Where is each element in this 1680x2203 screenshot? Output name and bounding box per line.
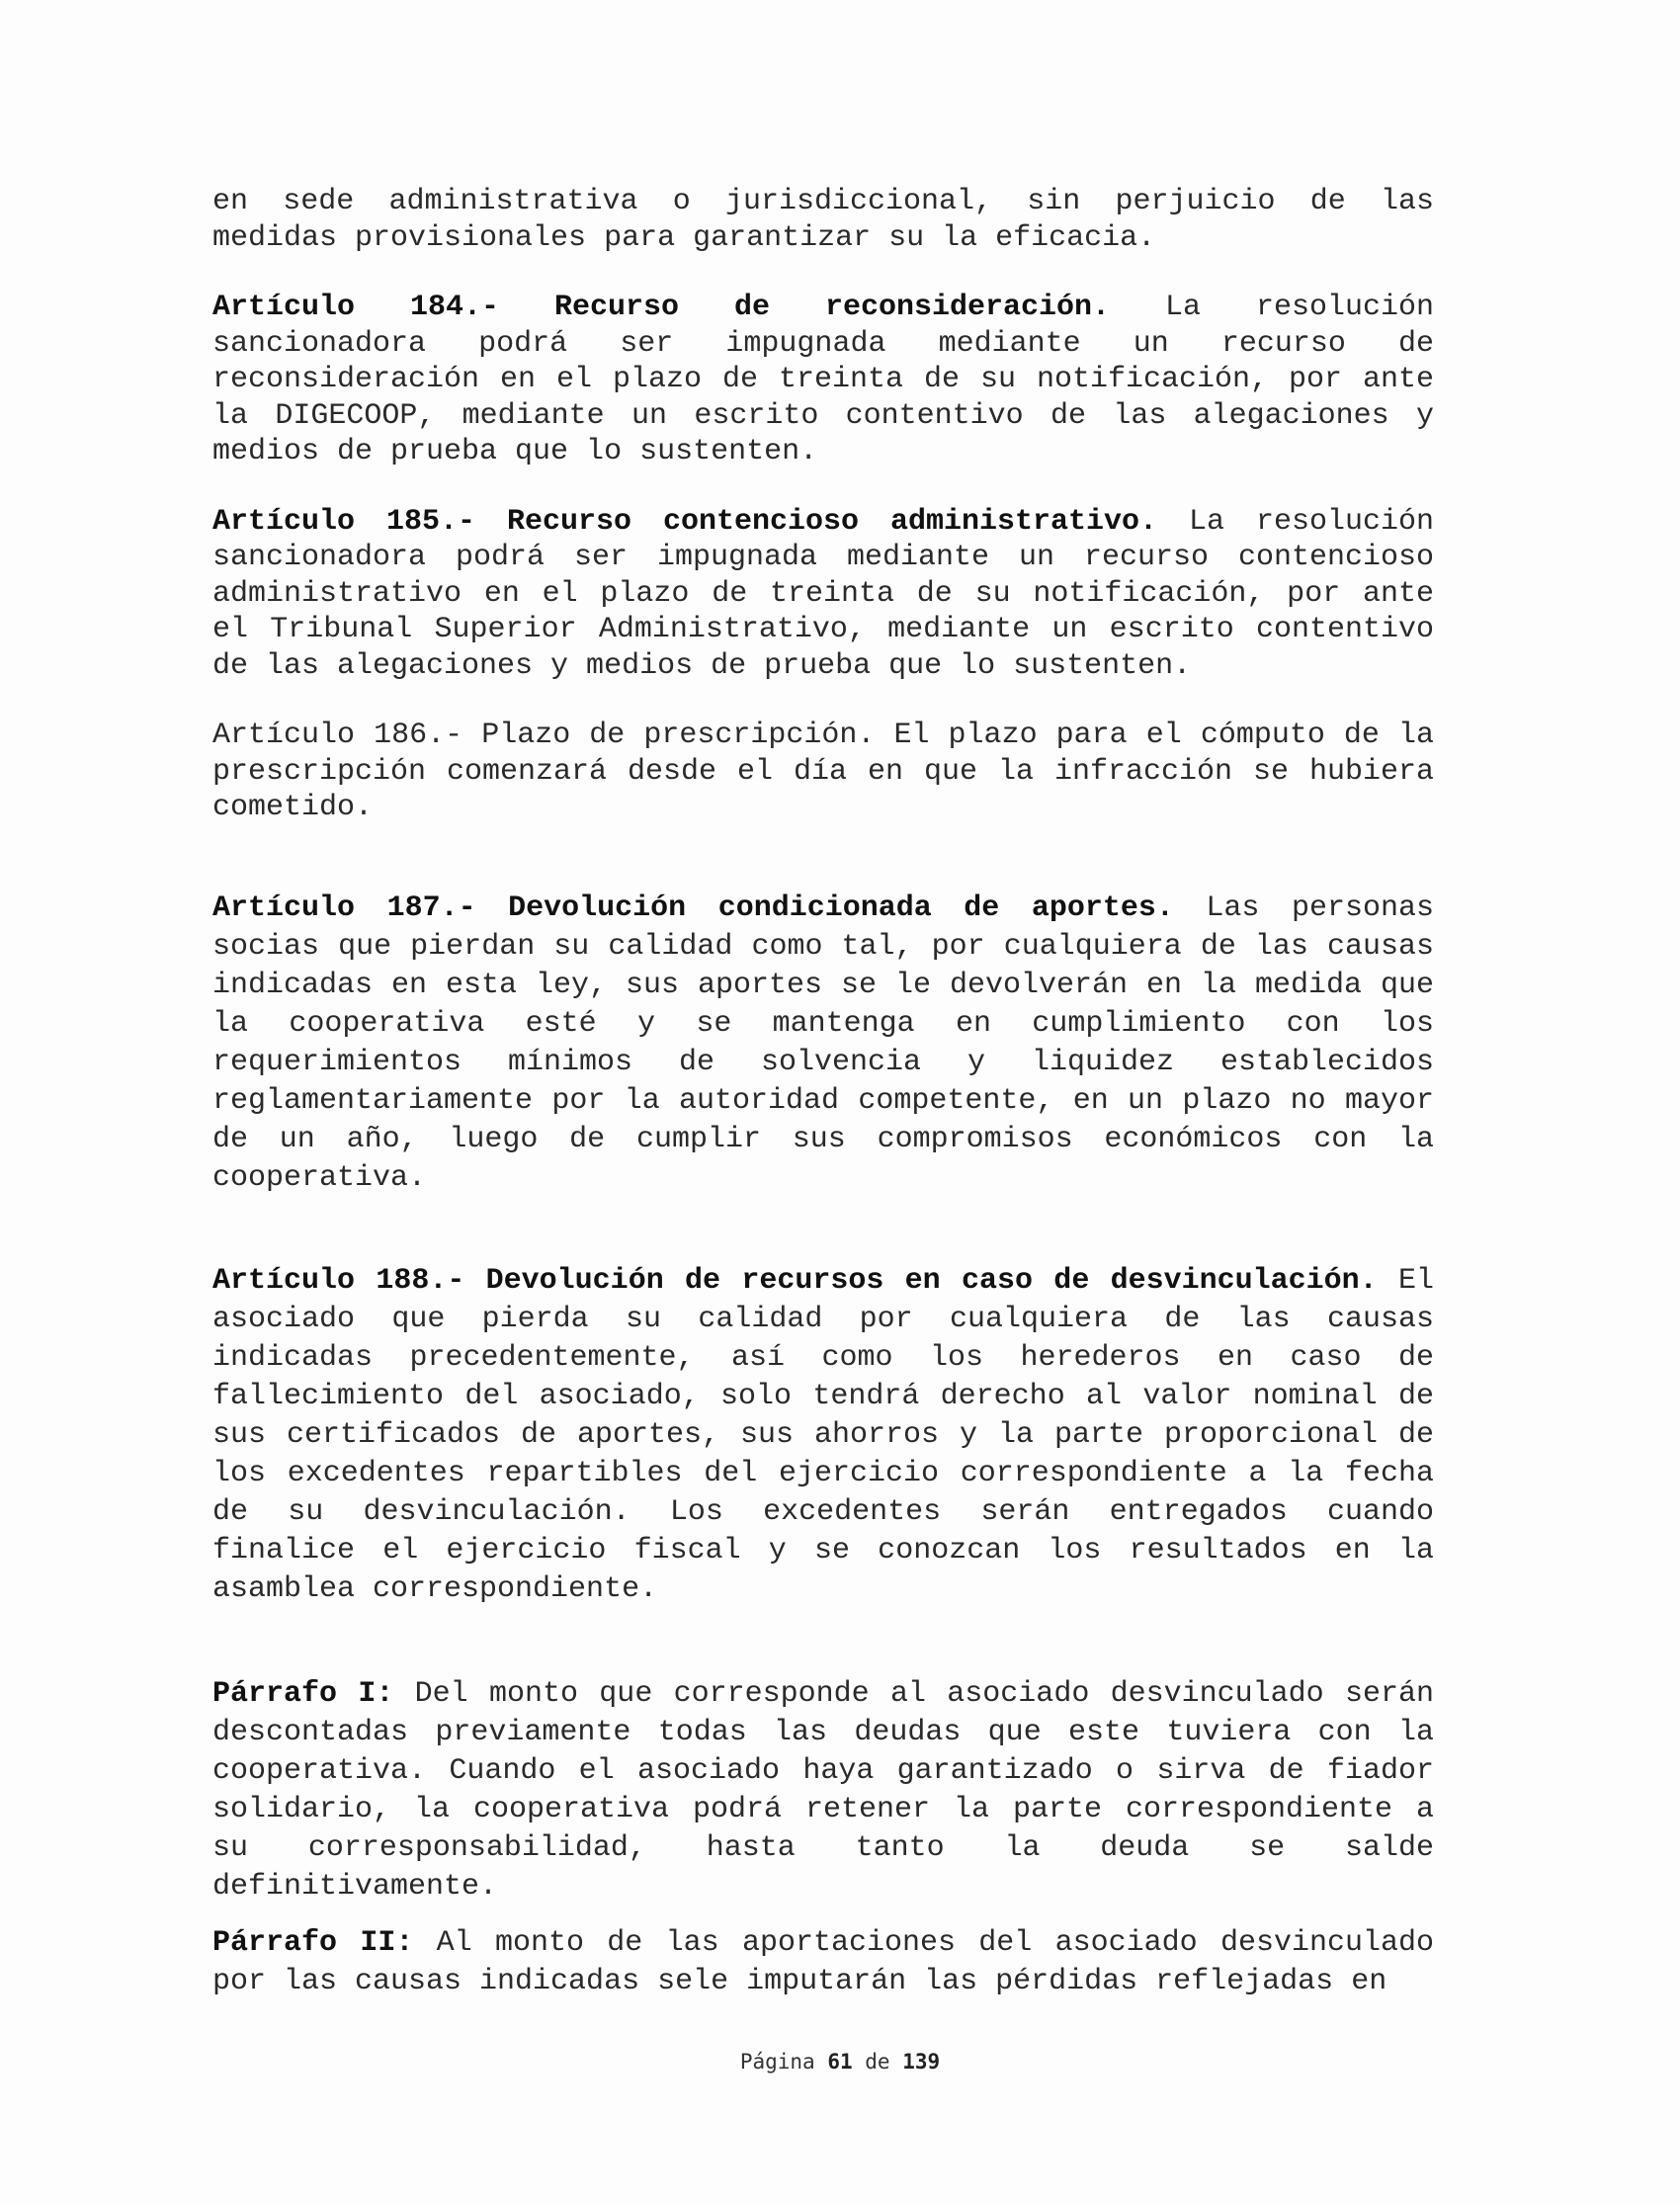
article-187 bbox=[212, 890, 1434, 1198]
current-page-number: 61 bbox=[827, 2050, 853, 2074]
paragraph-text: en sede administrativa o jurisdiccional, sin perjuicio de las medidas provisionales para garantizar su la eficacia. bbox=[212, 185, 1434, 255]
footer-label: Página bbox=[739, 2050, 815, 2074]
paragraph-ii bbox=[212, 1924, 1434, 2001]
page-footer bbox=[0, 2050, 1680, 2074]
article-text: Artículo 186.- Plazo de prescripción. El plazo para el cómputo de la prescripción comenzará desde el día en que la infracción se hubiera cometido. bbox=[212, 719, 1434, 824]
document-body bbox=[212, 184, 1434, 2001]
article-186 bbox=[212, 718, 1434, 826]
article-text: La resolución sancionadora podrá ser impugnada mediante un recurso de reconsideración en el plazo de treinta de su notificación, por ante la DIGECOOP, mediante un escrito contentivo de las alegaciones y medios de prueba que lo sustenten. bbox=[212, 291, 1434, 468]
paragraph-text: Del monto que corresponde al asociado desvinculado serán descontadas previamente todas las deudas que este tuviera con la cooperativa. Cuando el asociado haya garantizado o sirva de fiador solidario, la cooperativa podrá retener la parte correspondiente a su corresponsabilidad, hasta tanto la deuda se salde definitivamente. bbox=[212, 1676, 1434, 1904]
article-text: Las personas socias que pierdan su calidad como tal, por cualquiera de las causas indicadas en esta ley, sus aportes se le devolverán en la medida que la cooperativa esté y se mantenga en cumplimiento con los requerimientos mínimos de solvencia y liquidez establecidos reglamentariamente por la autoridad competente, en un plazo no mayor de un año, luego de cumplir sus compromisos económicos con la cooperativa. bbox=[212, 890, 1434, 1195]
paragraph-text: Al monto de las aportaciones del asociado desvinculado por las causas indicadas sele imputarán las pérdidas reflejadas en bbox=[212, 1925, 1434, 1998]
paragraph-continuation bbox=[212, 184, 1434, 256]
article-188 bbox=[212, 1262, 1434, 1609]
article-heading: Artículo 184.- Recurso de reconsideración. bbox=[212, 291, 1111, 324]
paragraph-i bbox=[212, 1675, 1434, 1906]
footer-separator: de bbox=[865, 2050, 890, 2074]
article-heading: Artículo 185.- Recurso contencioso administrativo. bbox=[212, 504, 1158, 539]
paragraph-heading: Párrafo I: bbox=[212, 1676, 394, 1711]
article-heading: Artículo 188.- Devolución de recursos en caso de desvinculación. bbox=[212, 1263, 1378, 1298]
article-text: La resolución sancionadora podrá ser impugnada mediante un recurso contencioso administrativo en el plazo de treinta de su notificación, por ante el Tribunal Superior Administrativo, mediante un escrito contentivo de las alegaciones y medios de prueba que lo sustenten. bbox=[212, 504, 1434, 683]
total-pages-number: 139 bbox=[902, 2050, 941, 2074]
article-text: El asociado que pierda su calidad por cualquiera de las causas indicadas precedentemente, así como los herederos en caso de fallecimiento del asociado, solo tendrá derecho al valor nominal de sus certificados de aportes, sus ahorros y la parte proporcional de los excedentes repartibles del ejercicio correspondiente a la fecha de su desvinculación. Los excedentes serán entregados cuando finalice el ejercicio fiscal y se conozcan los resultados en la asamblea correspondiente. bbox=[212, 1263, 1435, 1606]
article-heading: Artículo 187.- Devolución condicionada de aportes. bbox=[212, 890, 1174, 925]
article-184 bbox=[212, 290, 1434, 470]
paragraph-heading: Párrafo II: bbox=[212, 1925, 414, 1960]
article-185 bbox=[212, 504, 1434, 685]
